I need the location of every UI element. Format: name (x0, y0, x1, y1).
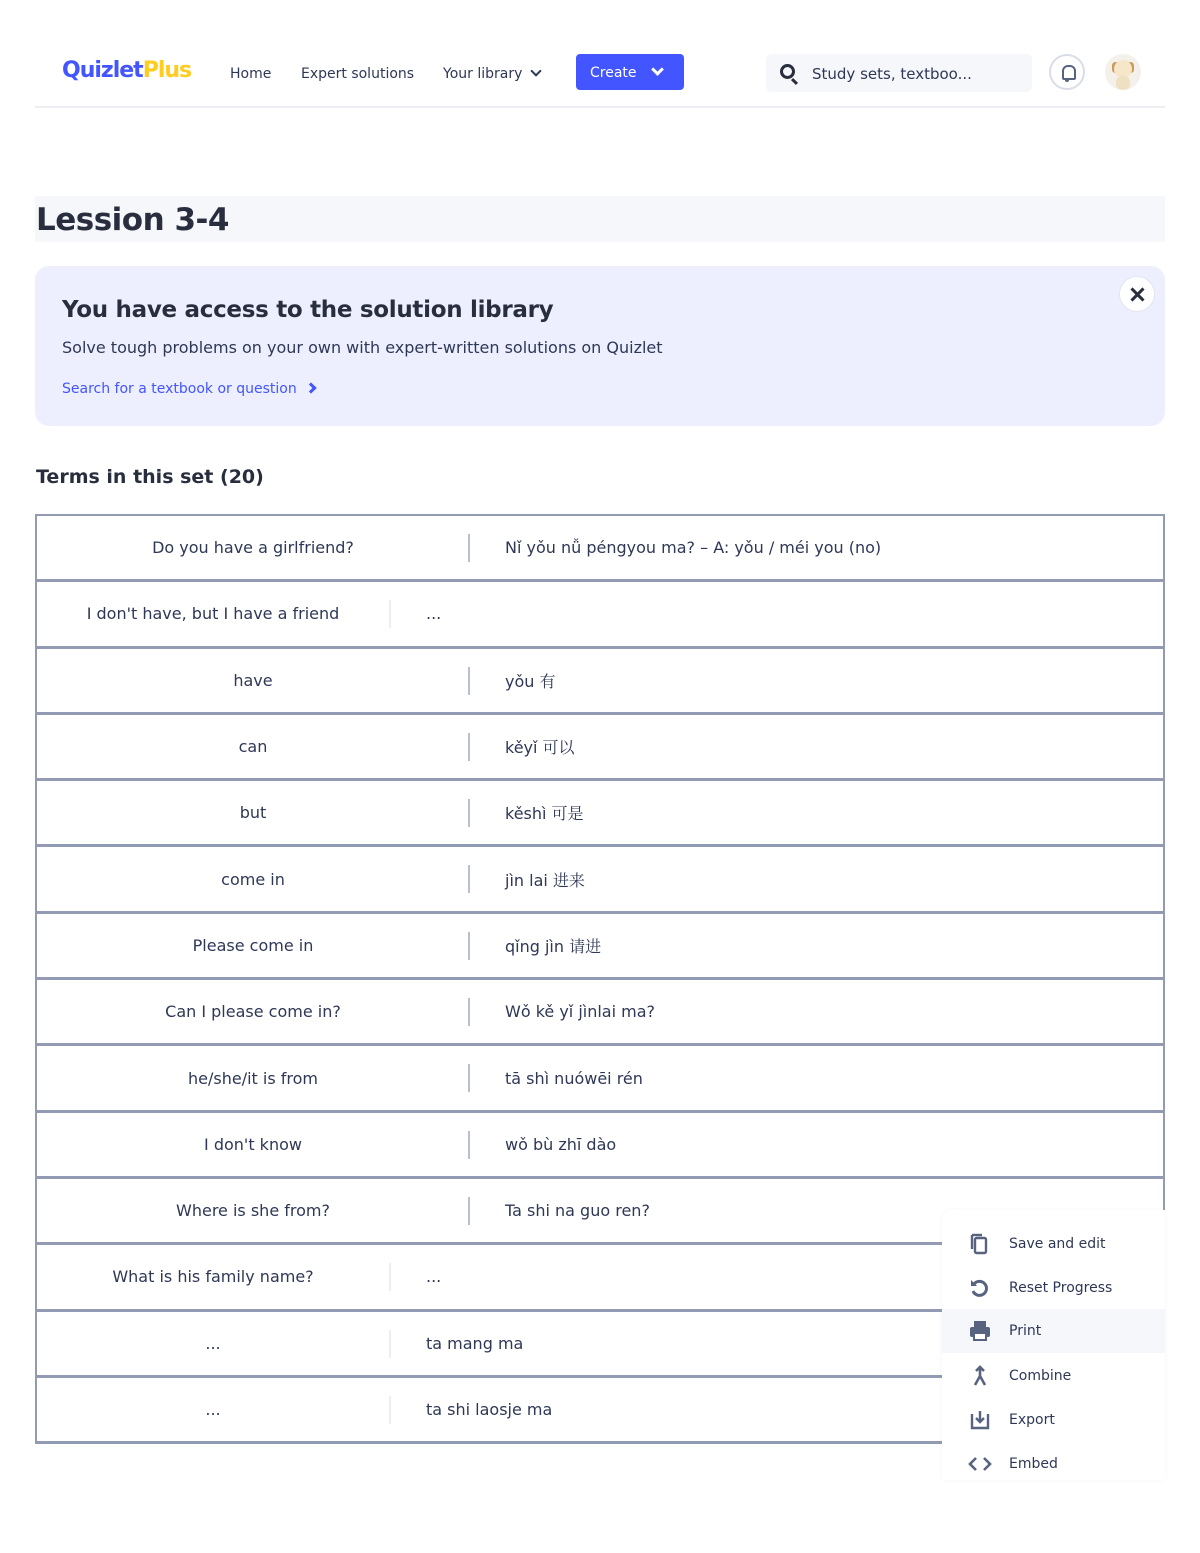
definition-cell: kěshì 可是 (505, 804, 584, 824)
search-textbook-link-label: Search for a textbook or question (62, 381, 297, 397)
definition-cell: ... (426, 1267, 442, 1287)
menu-item-combine[interactable] (942, 1354, 1165, 1398)
copy-icon (968, 1232, 992, 1256)
create-button-label: Create (590, 65, 637, 81)
logo-main: Quizlet (62, 58, 143, 83)
term-cell: can (238, 737, 268, 757)
term-cell: have (233, 670, 273, 690)
search-icon (780, 64, 795, 79)
term-cell: Can I please come in? (165, 1002, 341, 1022)
menu-item-label: Embed (1009, 1456, 1058, 1472)
menu-item-label: Export (1009, 1412, 1055, 1428)
term-cell: Where is she from? (176, 1201, 330, 1221)
avatar[interactable] (1105, 54, 1141, 90)
menu-item-embed[interactable] (942, 1442, 1165, 1486)
menu-item-label: Save and edit (1009, 1236, 1106, 1252)
nav-your-library-dropdown[interactable] (443, 66, 540, 82)
menu-item-label: Reset Progress (1009, 1280, 1113, 1296)
definition-cell: kěyǐ 可以 (505, 738, 575, 758)
table-row (37, 1046, 1163, 1112)
notifications-bell-icon[interactable] (1049, 54, 1085, 90)
table-row (37, 781, 1163, 847)
definition-cell: ... (426, 604, 442, 624)
export-icon (968, 1408, 992, 1432)
logo-plus: Plus (142, 58, 192, 83)
search-placeholder: Study sets, textboo... (812, 65, 972, 83)
term-cell: I don't know (204, 1134, 302, 1154)
table-row (37, 649, 1163, 715)
table-row (37, 914, 1163, 980)
row-divider (468, 799, 470, 827)
nav-expert-solutions-link[interactable]: Expert solutions (301, 66, 415, 82)
menu-item-save-and-edit[interactable] (942, 1222, 1165, 1266)
row-divider (389, 1263, 391, 1291)
menu-item-label: Print (1009, 1323, 1042, 1339)
definition-cell: Wǒ kě yǐ jìnlai ma? (505, 1002, 656, 1022)
table-row (37, 516, 1163, 582)
row-divider (468, 932, 470, 960)
page-title: Lession 3-4 (36, 202, 229, 238)
definition-cell: ta shi laosje ma (426, 1400, 553, 1419)
term-cell: but (239, 803, 267, 823)
row-divider (468, 1197, 470, 1225)
banner-title: You have access to the solution library (62, 297, 554, 323)
reset-icon (968, 1276, 992, 1300)
table-row (37, 715, 1163, 781)
table-row (37, 847, 1163, 913)
search-textbook-link[interactable] (62, 381, 315, 397)
nav-your-library-label: Your library (443, 66, 523, 82)
search-input[interactable] (766, 54, 1032, 92)
term-cell: What is his family name? (112, 1267, 314, 1287)
definition-cell: tā shì nuówēi rén (505, 1068, 643, 1088)
term-cell: ... (205, 1333, 221, 1353)
definition-cell: ta mang ma (426, 1333, 524, 1353)
set-options-menu (942, 1210, 1165, 1480)
menu-item-print[interactable] (942, 1309, 1165, 1353)
nav-home-link[interactable]: Home (230, 66, 272, 82)
chevron-down-icon (651, 63, 664, 76)
term-cell: come in (221, 869, 285, 889)
term-cell: Please come in (192, 935, 314, 955)
definition-cell: Ta shi na guo ren? (505, 1201, 650, 1221)
combine-icon (968, 1364, 992, 1388)
term-cell: he/she/it is from (188, 1068, 318, 1088)
row-divider (468, 534, 470, 562)
embed-icon (968, 1452, 992, 1476)
term-cell: ... (205, 1400, 221, 1419)
row-divider (389, 1330, 391, 1358)
menu-item-reset-progress[interactable] (942, 1266, 1165, 1310)
avatar-body (1116, 76, 1130, 90)
row-divider (468, 1131, 470, 1159)
quizlet-plus-logo[interactable] (62, 58, 191, 83)
chevron-right-icon (305, 382, 316, 393)
definition-cell: jìn lai 进来 (505, 870, 585, 890)
terms-heading: Terms in this set (20) (36, 466, 264, 488)
row-divider (389, 1396, 391, 1424)
row-divider (468, 667, 470, 695)
row-divider (389, 600, 391, 628)
row-divider (468, 733, 470, 761)
row-divider (468, 1064, 470, 1092)
menu-item-label: Combine (1009, 1368, 1072, 1384)
create-button[interactable] (576, 54, 684, 90)
row-divider (468, 998, 470, 1026)
definition-cell: qǐng jìn 请进 (505, 936, 602, 956)
chevron-down-icon (531, 65, 542, 76)
table-row (37, 980, 1163, 1046)
definition-cell: yǒu 有 (505, 671, 556, 691)
table-row (37, 1113, 1163, 1179)
solution-library-banner (35, 266, 1165, 426)
definition-cell: Nǐ yǒu nǚ péngyou ma? – A: yǒu / méi you (no) (505, 538, 882, 558)
menu-item-export[interactable] (942, 1398, 1165, 1442)
close-banner-button[interactable] (1119, 276, 1155, 312)
term-cell: Do you have a girlfriend? (152, 538, 354, 558)
title-band (35, 196, 1165, 242)
banner-subtitle: Solve tough problems on your own with expert-written solutions on Quizlet (62, 338, 663, 357)
term-cell: I don't have, but I have a friend (86, 604, 340, 624)
table-row (37, 582, 1163, 648)
top-navigation (35, 52, 1165, 94)
definition-cell: wǒ bù zhī dào (505, 1134, 617, 1154)
row-divider (468, 865, 470, 893)
print-icon (968, 1319, 992, 1343)
header-divider (35, 106, 1165, 108)
